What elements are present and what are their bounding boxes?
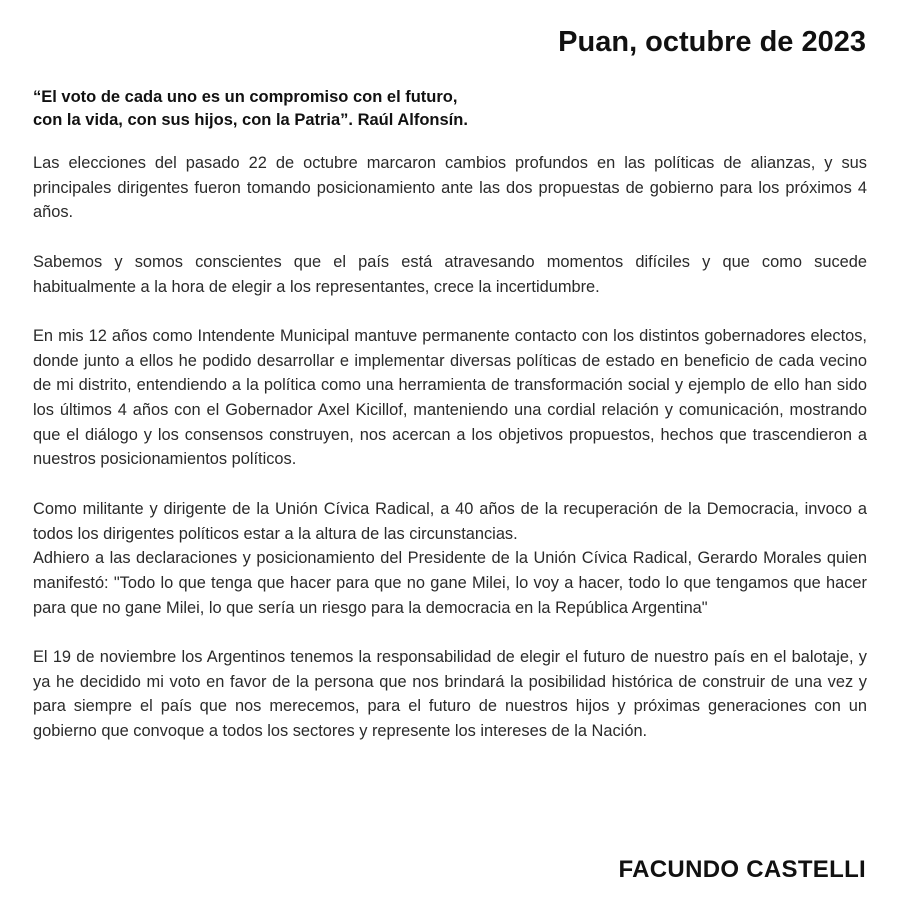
epigraph-quote bbox=[33, 86, 593, 132]
paragraph-mayor-experience: En mis 12 años como Intendente Municipal mantuve permanente contacto con los distintos gobernadores electos, donde junto a ellos he podido desarrollar e implementar diversas políticas de estado en beneficio de cada vecino de mi distrito, entendiendo a la política como una herramienta de transformación social y ejemplo de ello han sido los últimos 4 años con el Gobernador Axel Kicillof, manteniendo una cordial relación y comunicación, mostrando que el diálogo y los consensos construyen, nos acercan a los objetivos propuestos, hechos que trascendieron a nuestros posicionamientos políticos. bbox=[33, 326, 867, 469]
paragraph-ballotage: El 19 de noviembre los Argentinos tenemos la responsabilidad de elegir el futuro de nuestro país en el balotaje, y ya he decidido mi voto en favor de la persona que nos brindará la posibilidad histórica de construir de una vez y para siempre el país que nos merecemos, para el futuro de nuestros hijos y próximas generaciones con un gobierno que convoque a todos los sectores y represente los intereses de la Nación. bbox=[33, 648, 867, 741]
letter-body bbox=[33, 151, 867, 769]
date-line: Puan, octubre de 2023 bbox=[558, 26, 866, 58]
signature: FACUNDO CASTELLI bbox=[618, 856, 866, 883]
paragraph-uncertainty: Sabemos y somos conscientes que el país está atravesando momentos difíciles y que como sucede habitualmente a la hora de elegir a los representantes, crece la incertidumbre. bbox=[33, 252, 867, 296]
quote-line-1: “El voto de cada uno es un compromiso con el futuro, bbox=[33, 88, 458, 106]
quote-line-2: con la vida, con sus hijos, con la Patria”. Raúl Alfonsín. bbox=[33, 111, 468, 129]
paragraph-morales-quote: Adhiero a las declaraciones y posicionamiento del Presidente de la Unión Cívica Radical, Gerardo Morales quien manifestó: "Todo lo que tenga que hacer para que no gane Milei, lo voy a hacer, todo lo que tengamos que hacer para que no gane Milei, lo que sería un riesgo para la democracia en la República Argentina" bbox=[33, 549, 867, 617]
paragraph-alliances: Las elecciones del pasado 22 de octubre marcaron cambios profundos en las políticas de alianzas, y sus principales dirigentes fueron tomando posicionamiento ante las dos propuestas de gobierno para los próximos 4 años. bbox=[33, 154, 867, 222]
paragraph-militant: Como militante y dirigente de la Unión Cívica Radical, a 40 años de la recuperación de la Democracia, invoco a todos los dirigentes políticos estar a la altura de las circunstancias. bbox=[33, 499, 867, 543]
